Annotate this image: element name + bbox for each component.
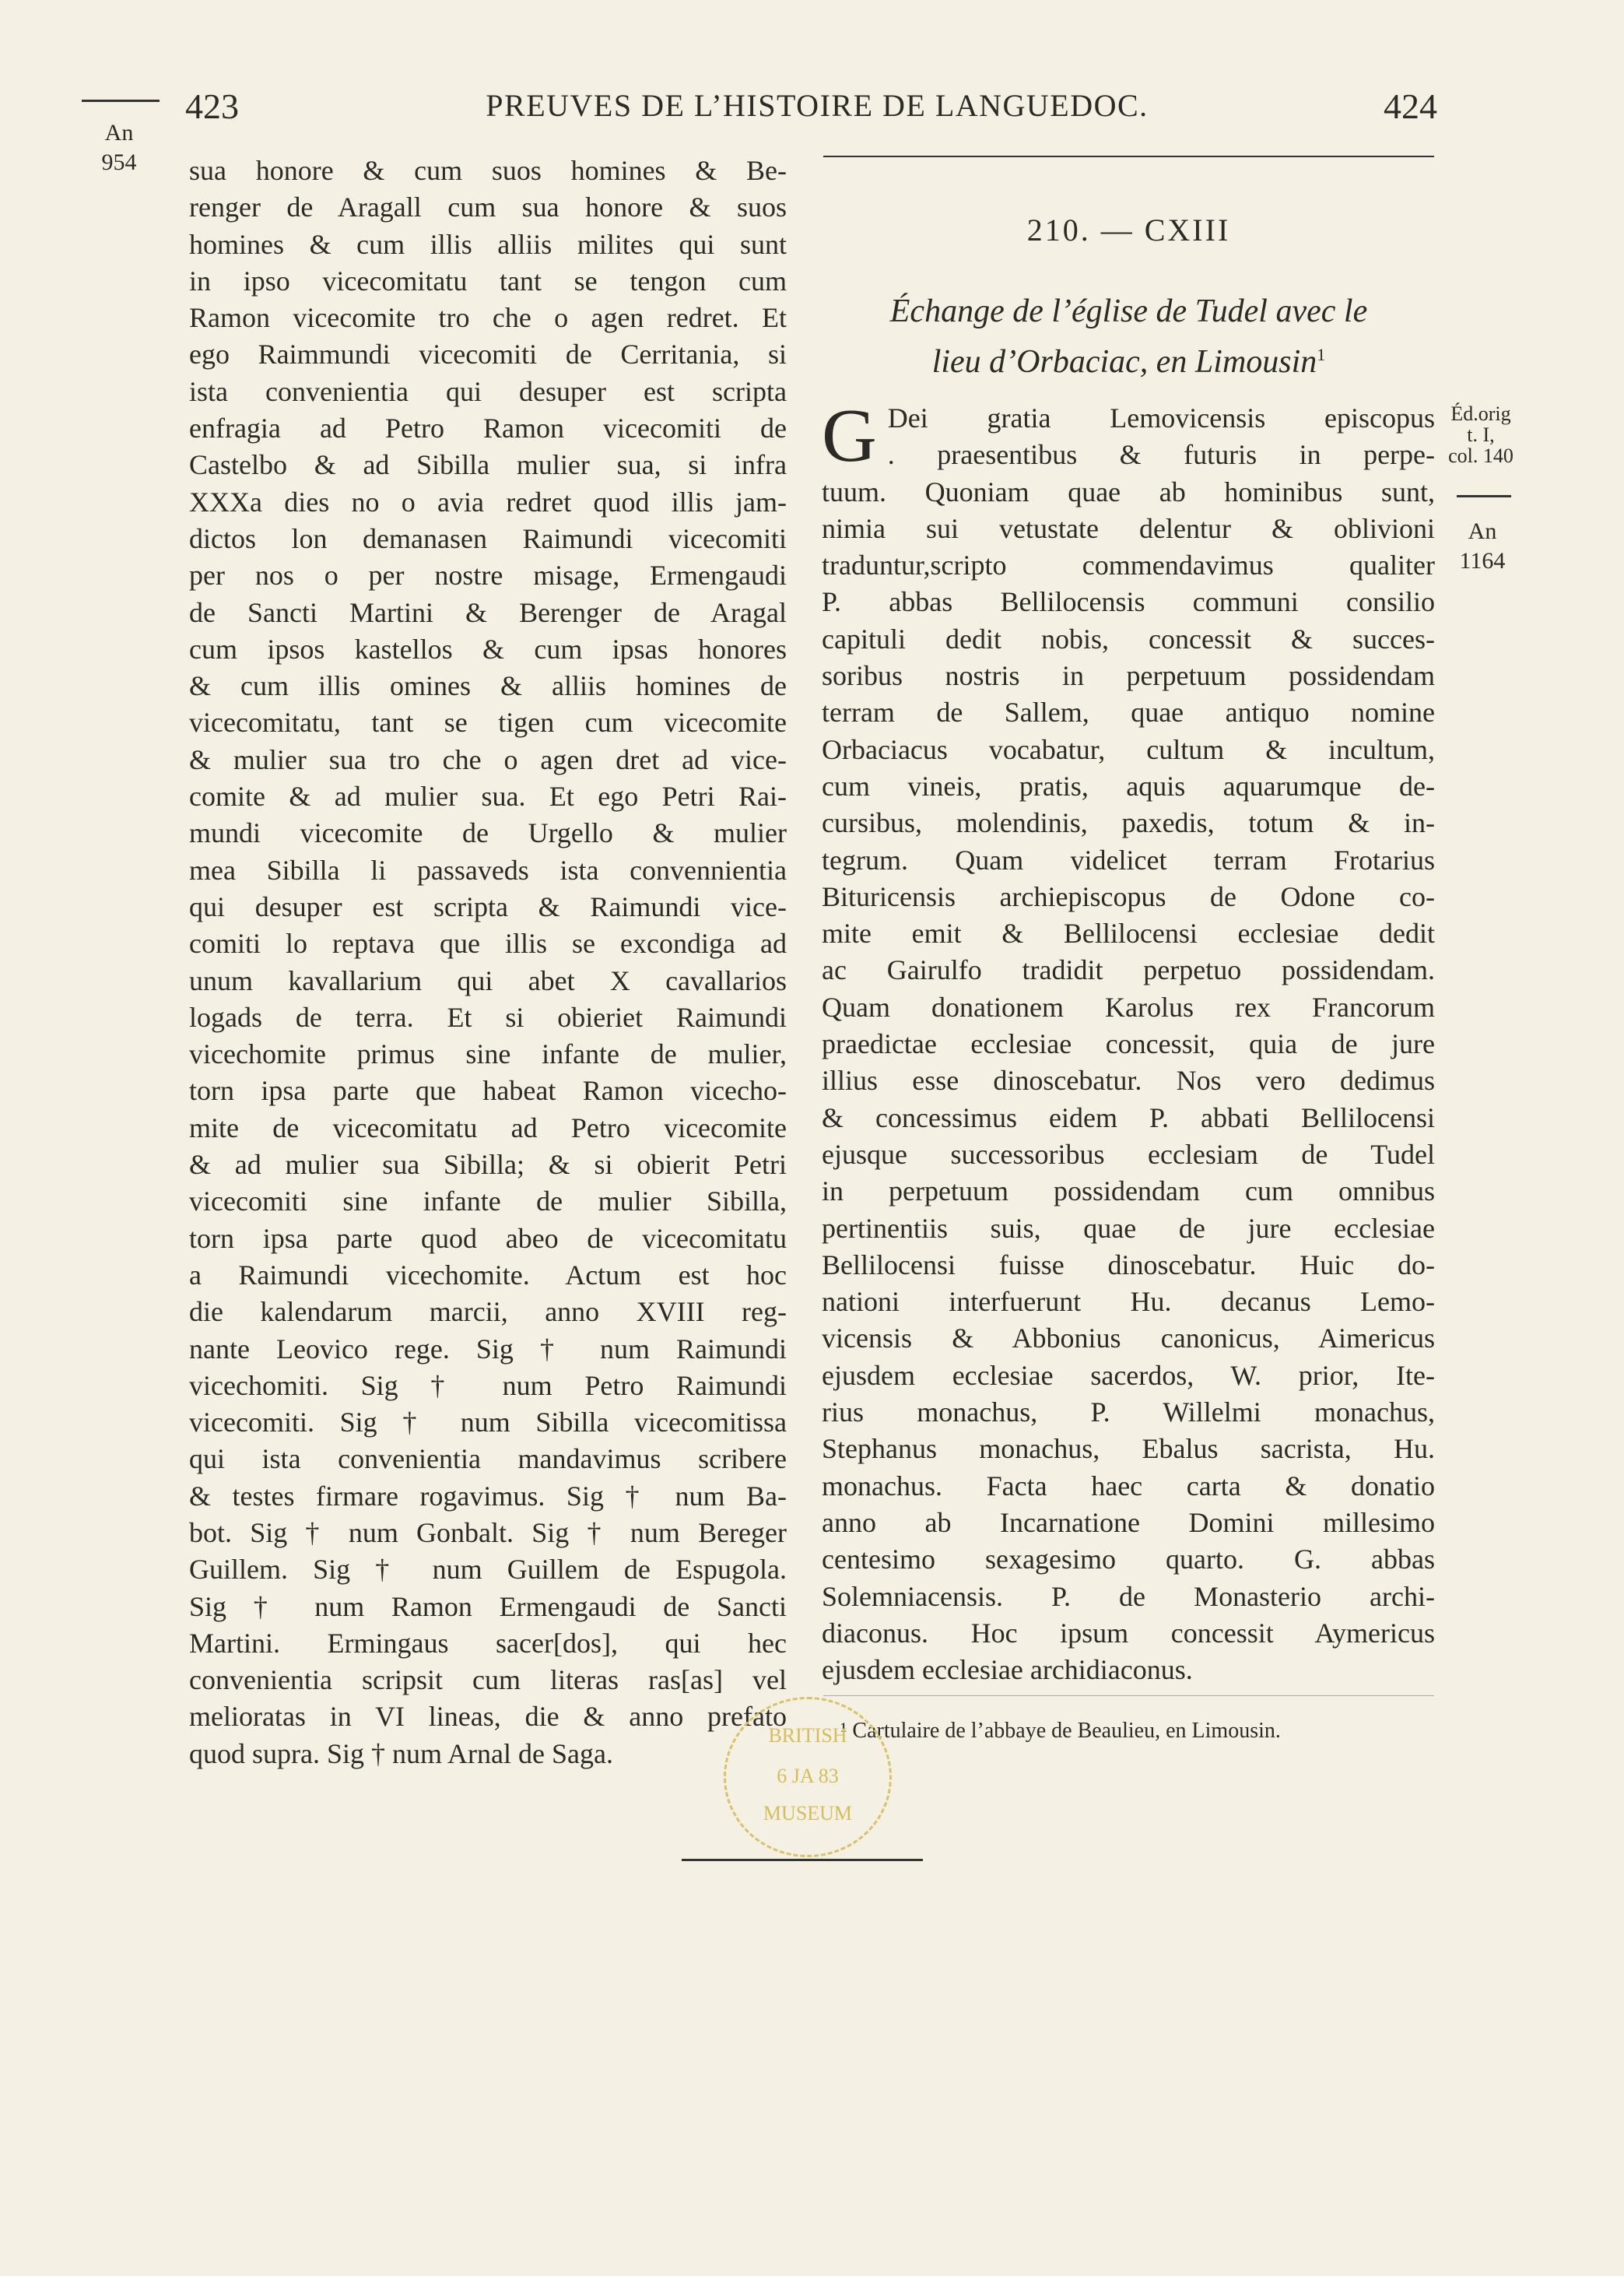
text-line: vicecomitatu, tant se tigen cum vicecomite xyxy=(189,707,787,739)
text-line: a Raimundi vicechomite. Actum est hoc xyxy=(189,1259,787,1291)
text-line: de Sancti Martini & Berenger de Aragal xyxy=(189,596,787,628)
text-line: Sig † num Ramon Ermengaudi de Sancti xyxy=(189,1590,787,1622)
text-line: torn ipsa parte quod abeo de vicecomitatu xyxy=(189,1222,787,1254)
text-line: tuum. Quoniam quae ab hominibus sunt, xyxy=(822,476,1435,508)
text-line: qui desuper est scripta & Raimundi vice- xyxy=(189,890,787,922)
text-line: rius monachus, P. Willelmi monachus, xyxy=(822,1396,1435,1428)
text-line: soribus nostris in perpetuum possidendam xyxy=(822,660,1435,692)
text-line: tegrum. Quam videlicet terram Frotarius xyxy=(822,844,1435,876)
text-line: Guillem. Sig † num Guillem de Espugola. xyxy=(189,1554,787,1586)
edition-line-2: t. I, xyxy=(1467,423,1495,446)
text-line: qui ista convenientia mandavimus scribere xyxy=(189,1443,787,1475)
stamp-line-1: BRITISH xyxy=(768,1724,847,1747)
text-line: nimia sui vetustate delentur & oblivioni xyxy=(822,512,1435,544)
text-line: comiti lo reptava que illis se excondiga ad xyxy=(189,928,787,960)
right-margin-label: An xyxy=(1468,518,1497,544)
text-line: Ramon vicecomite tro che o agen redret. Et xyxy=(189,302,787,334)
drop-cap: G xyxy=(822,394,877,478)
text-line: unum kavallarium qui abet X cavallarios xyxy=(189,964,787,996)
right-column-top-rule xyxy=(823,156,1434,157)
text-line: ista convenientia qui desuper est scripta xyxy=(189,375,787,407)
text-line: monachus. Facta haec carta & donatio xyxy=(822,1470,1435,1502)
text-line: cum ipsos kastellos & cum ipsas honores xyxy=(189,633,787,665)
text-line: ejusdem ecclesiae sacerdos, W. prior, Ite- xyxy=(822,1359,1435,1391)
text-line: Stephanus monachus, Ebalus sacrista, Hu. xyxy=(822,1433,1435,1465)
text-line: nante Leovico rege. Sig † num Raimundi xyxy=(189,1333,787,1365)
heading-footnote-mark: 1 xyxy=(1317,345,1326,364)
text-line: XXXa dies no o avia redret quod illis jam- xyxy=(189,486,787,518)
text-line: mundi vicecomite de Urgello & mulier xyxy=(189,817,787,849)
text-line: die kalendarum marcii, anno XVIII reg- xyxy=(189,1296,787,1328)
right-margin-date xyxy=(1451,517,1514,576)
first-line-2: . praesentibus & futuris in perpe- xyxy=(887,439,1435,471)
text-line: praedictae ecclesiae concessit, quia de jure xyxy=(822,1028,1435,1060)
text-line: convenientia scripsit cum literas ras[as] vel xyxy=(189,1664,787,1696)
text-line: vicensis & Abbonius canonicus, Aimericus xyxy=(822,1322,1435,1354)
text-line: logads de terra. Et si obieriet Raimundi xyxy=(189,1001,787,1033)
text-line: capituli dedit nobis, concessit & succes- xyxy=(822,623,1435,655)
text-line: vicechomiti. Sig † num Petro Raimundi xyxy=(189,1369,787,1401)
text-line: Quam donationem Karolus rex Francorum xyxy=(822,991,1435,1023)
text-line: torn ipsa parte que habeat Ramon vicecho- xyxy=(189,1075,787,1107)
text-line: comite & ad mulier sua. Et ego Petri Rai- xyxy=(189,781,787,813)
text-line: homines & cum illis alliis milites qui sunt xyxy=(189,228,787,260)
text-line: renger de Aragall cum sua honore & suos xyxy=(189,191,787,223)
right-column-text xyxy=(822,394,1435,1688)
text-line: ego Raimmundi vicecomiti de Cerritania, si xyxy=(189,339,787,371)
text-line: sua honore & cum suos homines & Be- xyxy=(189,155,787,186)
right-margin-year: 1164 xyxy=(1459,548,1506,574)
edition-line-1: Éd.orig xyxy=(1450,402,1511,425)
document-heading xyxy=(823,290,1434,384)
left-column-text xyxy=(189,153,787,1772)
text-line: & concessimus eidem P. abbati Bellilocensi xyxy=(822,1101,1435,1133)
text-line: illius esse dinoscebatur. Nos vero dedimus xyxy=(822,1065,1435,1097)
left-margin-year: 954 xyxy=(101,149,137,175)
text-line: mite emit & Bellilocensi ecclesiae dedit xyxy=(822,918,1435,950)
text-line: terram de Sallem, quae antiquo nomine xyxy=(822,697,1435,729)
left-margin-note xyxy=(92,118,146,177)
text-line: per nos o per nostre misage, Ermengaudi xyxy=(189,560,787,592)
text-line: P. abbas Bellilocensis communi consilio xyxy=(822,586,1435,618)
footnote: ¹ Cartulaire de l’abbaye de Beaulieu, en Limousin. xyxy=(840,1719,1281,1743)
text-line: & mulier sua tro che o agen dret ad vice- xyxy=(189,743,787,775)
header-left-rule xyxy=(82,100,160,102)
text-line: in perpetuum possidendam cum omnibus xyxy=(822,1175,1435,1207)
text-line: & testes firmare rogavimus. Sig † num Ba- xyxy=(189,1480,787,1512)
text-line: centesimo sexagesimo quarto. G. abbas xyxy=(822,1544,1435,1575)
text-line: enfragia ad Petro Ramon vicecomiti de xyxy=(189,413,787,444)
text-line: cum vineis, pratis, aquis aquarumque de- xyxy=(822,770,1435,802)
page-number-left: 423 xyxy=(185,86,239,126)
text-line: mite de vicecomitatu ad Petro vicecomite xyxy=(189,1112,787,1143)
text-line: pertinentiis suis, quae de jure ecclesiae xyxy=(822,1212,1435,1244)
stamp-line-3: MUSEUM xyxy=(763,1802,853,1825)
text-line: ac Gairulfo tradidit perpetuo possidendam. xyxy=(822,954,1435,986)
page-number-right: 424 xyxy=(1384,86,1437,126)
text-line: diaconus. Hoc ipsum concessit Aymericus xyxy=(822,1617,1435,1649)
text-line: Solemniacensis. P. de Monasterio archi- xyxy=(822,1580,1435,1612)
text-line: vicecomiti sine infante de mulier Sibilla, xyxy=(189,1185,787,1217)
text-line: in ipso vicecomitatu tant se tengon cum xyxy=(189,265,787,297)
stamp-line-2: 6 JA 83 xyxy=(777,1765,839,1787)
text-line: vicechomite primus sine infante de mulier, xyxy=(189,1038,787,1070)
text-line: & cum illis omines & alliis homines de xyxy=(189,670,787,702)
text-line: nationi interfuerunt Hu. decanus Lemo- xyxy=(822,1286,1435,1318)
text-line: Orbaciacus vocabatur, cultum & incultum, xyxy=(822,733,1435,765)
footnote-rule xyxy=(823,1695,1434,1696)
text-line: traduntur,scripto commendavimus qualiter xyxy=(822,550,1435,581)
text-line: dictos lon demanasen Raimundi vicecomiti xyxy=(189,522,787,554)
text-line: Bituricensis archiepiscopus de Odone co- xyxy=(822,880,1435,912)
edition-line-3: col. 140 xyxy=(1448,444,1514,467)
text-line: Bellilocensi fuisse dinoscebatur. Huic do- xyxy=(822,1249,1435,1280)
text-line: Castelbo & ad Sibilla mulier sua, si infra xyxy=(189,449,787,481)
text-line: & ad mulier sua Sibilla; & si obierit Petri xyxy=(189,1149,787,1181)
text-line: vicecomiti. Sig † num Sibilla vicecomitissa xyxy=(189,1407,787,1438)
text-line: quod supra. Sig † num Arnal de Saga. xyxy=(189,1737,613,1769)
first-line-1: Dei gratia Lemovicensis episcopus xyxy=(887,402,1435,434)
heading-line-1: Échange de l’église de Tudel avec le xyxy=(889,293,1368,329)
text-line: bot. Sig † num Gonbalt. Sig † num Bereger xyxy=(189,1516,787,1548)
text-line: Martini. Ermingaus sacer[dos], qui hec xyxy=(189,1627,787,1659)
right-margin-edition xyxy=(1438,403,1524,466)
text-line: mea Sibilla li passaveds ista convennientia xyxy=(189,854,787,886)
library-stamp xyxy=(724,1697,892,1857)
running-title: PREUVES DE L’HISTOIRE DE LANGUEDOC. xyxy=(486,88,1149,123)
text-line: ejusdem ecclesiae archidiaconus. xyxy=(822,1654,1193,1686)
text-line: cursibus, molendinis, paxedis, totum & in- xyxy=(822,807,1435,839)
text-line: ejusque successoribus ecclesiam de Tudel xyxy=(822,1138,1435,1170)
text-line: melioratas in VI lineas, die & anno prefato xyxy=(189,1701,787,1733)
right-margin-rule xyxy=(1457,495,1511,497)
text-line: anno ab Incarnatione Domini millesimo xyxy=(822,1506,1435,1538)
bottom-rule xyxy=(682,1859,923,1861)
chapter-number: 210. — CXIII xyxy=(1026,212,1231,248)
left-margin-label: An xyxy=(104,120,134,146)
heading-line-2: lieu d’Orbaciac, en Limousin xyxy=(931,344,1317,380)
